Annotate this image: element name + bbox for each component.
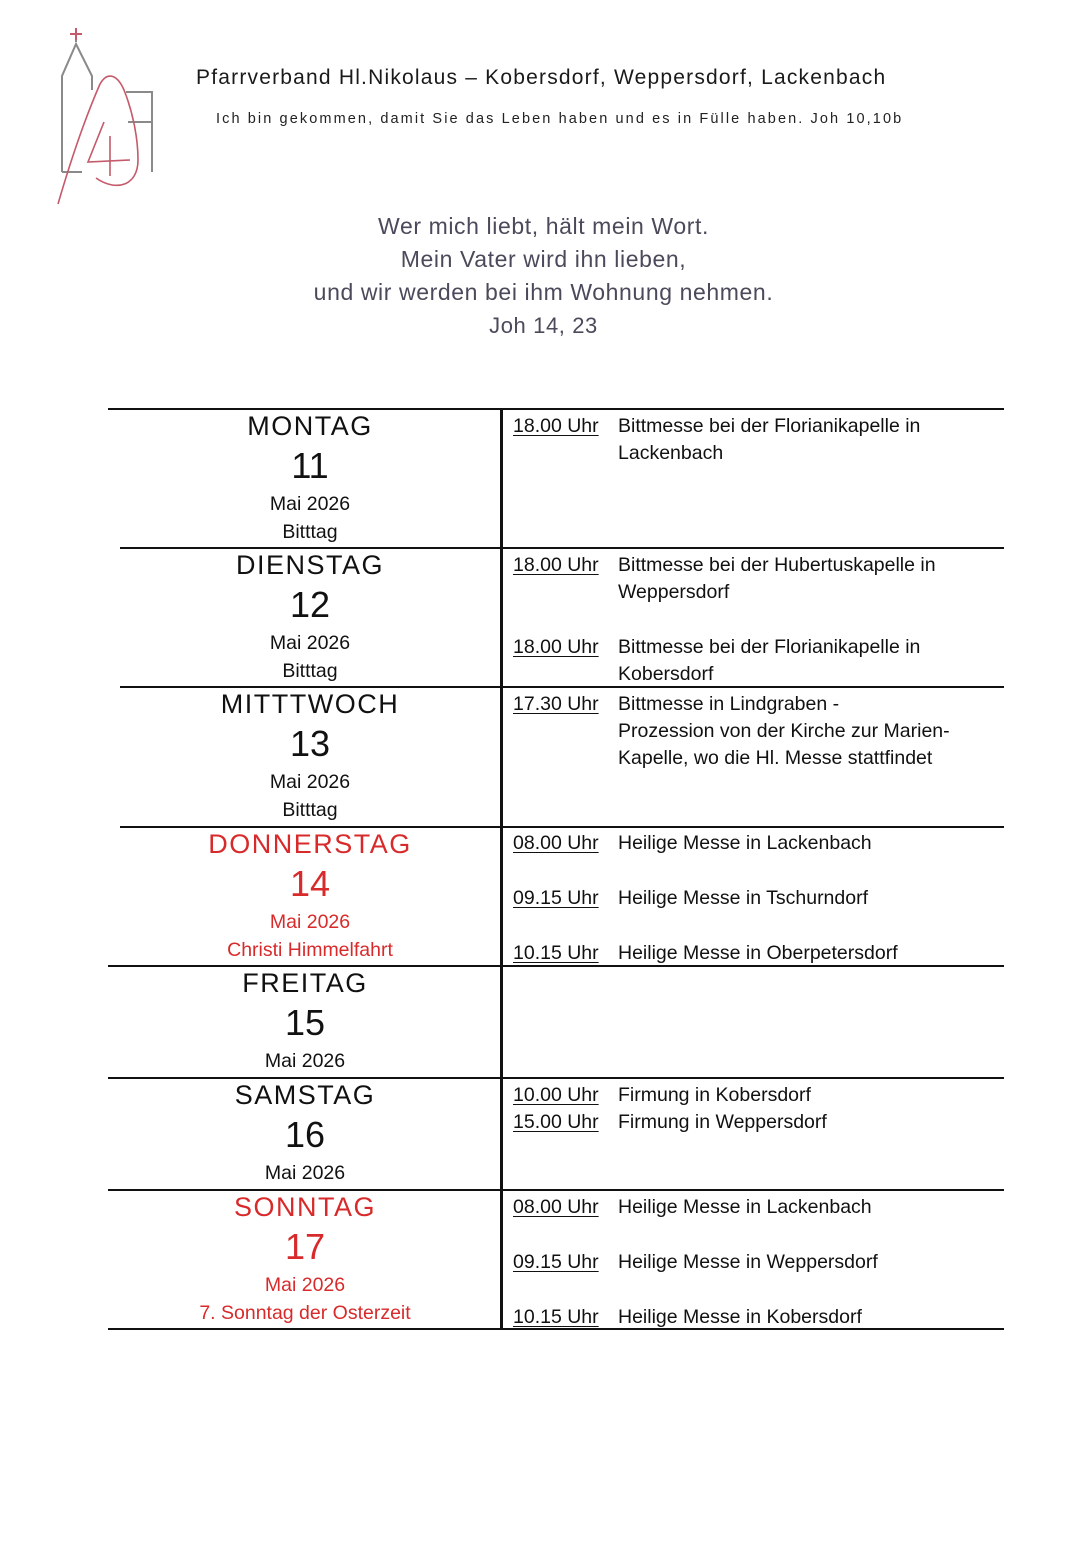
event-description xyxy=(618,885,868,912)
event-time: 15.00 Uhr xyxy=(513,1111,599,1133)
month-label: Mai 2026 xyxy=(269,493,351,515)
event-description-line: Kapelle, wo die Hl. Messe stattfindet xyxy=(618,747,933,769)
event-time: 17.30 Uhr xyxy=(513,693,599,715)
day-number: 17 xyxy=(284,1226,326,1267)
event-description-line: Bittmesse bei der Florianikapelle in xyxy=(618,636,921,658)
weekday-label: DONNERSTAG xyxy=(208,829,412,859)
event-description-line: Bittmesse bei der Hubertuskapelle in xyxy=(618,554,936,576)
event-time: 10.15 Uhr xyxy=(513,1306,599,1328)
event-description-line: Bittmesse in Lindgraben - xyxy=(618,693,840,715)
event-time: 18.00 Uhr xyxy=(513,415,599,437)
event-description xyxy=(618,1304,862,1331)
parish-motto: Ich bin gekommen, damit Sie das Leben haben und es in Fülle haben. Joh 10,10b xyxy=(216,111,904,127)
day-number: 14 xyxy=(289,863,331,904)
event-description-line: Heilige Messe in Tschurndorf xyxy=(618,887,869,909)
weekday-label: FREITAG xyxy=(242,968,368,998)
event-description-line: Kobersdorf xyxy=(618,663,714,685)
row-divider xyxy=(108,408,1004,410)
month-label: Mai 2026 xyxy=(264,1050,346,1072)
quote-line: Mein Vater wird ihn lieben, xyxy=(400,246,687,272)
column-divider xyxy=(500,408,503,1328)
row-divider xyxy=(120,826,1004,828)
event-time: 08.00 Uhr xyxy=(513,1196,599,1218)
parish-logo xyxy=(52,26,162,211)
row-divider xyxy=(120,686,1004,688)
event-description-line: Weppersdorf xyxy=(618,581,730,603)
event-description xyxy=(618,413,920,467)
parish-association-title: Pfarrverband Hl.Nikolaus – Kobersdorf, Weppersdorf, Lackenbach xyxy=(196,66,887,89)
event-entry xyxy=(513,1194,993,1221)
event-time: 10.00 Uhr xyxy=(513,1084,599,1106)
day-cell xyxy=(125,967,485,1075)
day-number: 16 xyxy=(284,1114,326,1155)
event-description-line: Firmung in Weppersdorf xyxy=(618,1111,827,1133)
event-description xyxy=(618,1082,811,1109)
event-description xyxy=(618,1194,872,1221)
feast-label: 7. Sonntag der Osterzeit xyxy=(199,1302,411,1324)
event-description-line: Heilige Messe in Kobersdorf xyxy=(618,1306,862,1328)
event-description-line: Firmung in Kobersdorf xyxy=(618,1084,811,1106)
event-description xyxy=(618,940,898,967)
event-description xyxy=(618,691,950,772)
month-label: Mai 2026 xyxy=(264,1274,346,1296)
event-time: 10.15 Uhr xyxy=(513,942,599,964)
feast-label: Bitttag xyxy=(282,521,338,543)
day-number: 12 xyxy=(289,584,331,625)
event-description-line: Heilige Messe in Oberpetersdorf xyxy=(618,942,898,964)
event-entry xyxy=(513,413,993,467)
month-label: Mai 2026 xyxy=(269,632,351,654)
row-divider xyxy=(108,1328,1004,1330)
quote-line: und wir werden bei ihm Wohnung nehmen. xyxy=(313,279,774,305)
month-label: Mai 2026 xyxy=(264,1162,346,1184)
event-entry xyxy=(513,1082,993,1109)
day-number: 15 xyxy=(284,1002,326,1043)
event-entry xyxy=(513,691,993,772)
event-description-line: Prozession von der Kirche zur Marien- xyxy=(618,720,950,742)
weekday-label: DIENSTAG xyxy=(235,550,384,580)
event-description xyxy=(618,1109,827,1136)
event-description xyxy=(618,830,872,857)
event-entry xyxy=(513,1304,993,1331)
event-description-line: Lackenbach xyxy=(618,442,724,464)
day-cell xyxy=(130,410,490,546)
event-time: 08.00 Uhr xyxy=(513,832,599,854)
feast-label: Bitttag xyxy=(282,799,338,821)
feast-label: Bitttag xyxy=(282,660,338,682)
feast-label: Christi Himmelfahrt xyxy=(227,939,393,961)
event-entry xyxy=(513,885,993,912)
quote-line: Wer mich liebt, hält mein Wort. xyxy=(378,213,709,239)
event-description-line: Heilige Messe in Lackenbach xyxy=(618,832,872,854)
day-cell xyxy=(130,828,490,964)
event-description xyxy=(618,1249,878,1276)
weekday-label: SAMSTAG xyxy=(234,1080,376,1110)
day-number: 11 xyxy=(291,445,329,486)
event-time: 09.15 Uhr xyxy=(513,1251,599,1273)
row-divider xyxy=(120,547,1004,549)
day-cell xyxy=(130,688,490,824)
event-entry xyxy=(513,552,993,606)
event-entry xyxy=(513,940,993,967)
event-time: 09.15 Uhr xyxy=(513,887,599,909)
row-divider xyxy=(108,1189,1004,1191)
event-description-line: Bittmesse bei der Florianikapelle in xyxy=(618,415,921,437)
event-entry xyxy=(513,1249,993,1276)
row-divider xyxy=(108,965,1004,967)
event-description xyxy=(618,552,936,606)
event-description-line: Heilige Messe in Lackenbach xyxy=(618,1196,872,1218)
weekday-label: SONNTAG xyxy=(233,1192,376,1222)
event-time: 18.00 Uhr xyxy=(513,554,599,576)
event-description xyxy=(618,634,920,688)
month-label: Mai 2026 xyxy=(269,911,351,933)
bible-quote xyxy=(0,210,1087,342)
day-cell xyxy=(125,1079,485,1187)
event-entry xyxy=(513,634,993,688)
day-number: 13 xyxy=(289,723,331,764)
day-cell xyxy=(125,1191,485,1327)
event-description-line: Heilige Messe in Weppersdorf xyxy=(618,1251,878,1273)
event-entry xyxy=(513,830,993,857)
event-entry xyxy=(513,1109,993,1136)
row-divider xyxy=(108,1077,1004,1079)
day-cell xyxy=(130,549,490,685)
weekday-label: MITTTWOCH xyxy=(220,689,400,719)
weekday-label: MONTAG xyxy=(247,411,373,441)
quote-reference: Joh 14, 23 xyxy=(489,313,598,338)
event-time: 18.00 Uhr xyxy=(513,636,599,658)
month-label: Mai 2026 xyxy=(269,771,351,793)
